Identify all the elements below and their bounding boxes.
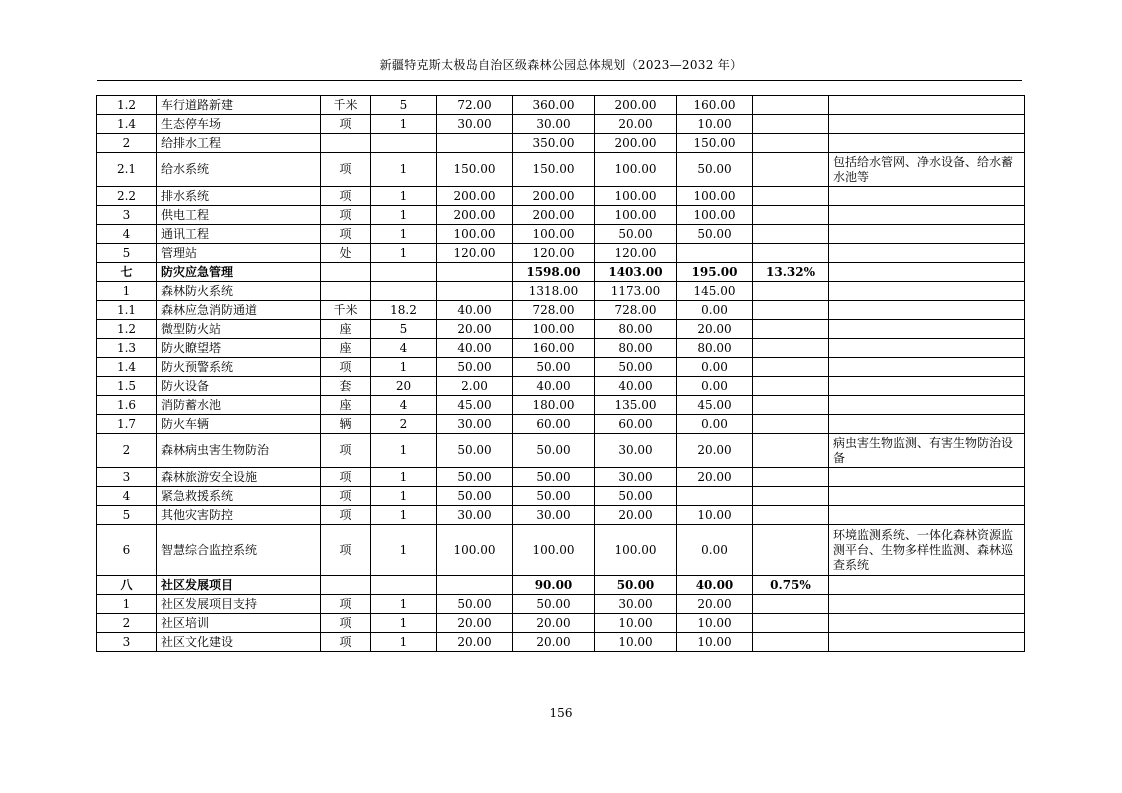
cell-near-term: 728.00: [595, 301, 677, 320]
cell-item-name: 紧急救援系统: [157, 487, 321, 506]
cell-percentage: [753, 301, 829, 320]
cell-total: 350.00: [513, 134, 595, 153]
table-row: [97, 614, 1025, 633]
cell-item-name: 微型防火站: [157, 320, 321, 339]
investment-table: [96, 95, 1025, 652]
cell-total: 100.00: [513, 525, 595, 576]
cell-near-term: 100.00: [595, 525, 677, 576]
cell-unit: 项: [321, 487, 371, 506]
cell-long-term: 80.00: [677, 339, 753, 358]
cell-percentage: [753, 339, 829, 358]
cell-item-name: 供电工程: [157, 206, 321, 225]
cell-unit-price: 50.00: [437, 358, 513, 377]
cell-number: 八: [97, 576, 157, 595]
cell-unit-price: [437, 263, 513, 282]
cell-unit: 项: [321, 206, 371, 225]
cell-near-term: 50.00: [595, 225, 677, 244]
cell-long-term: 50.00: [677, 225, 753, 244]
cell-percentage: [753, 187, 829, 206]
cell-remarks: 环境监测系统、一体化森林资源监测平台、生物多样性监测、森林巡查系统: [829, 525, 1025, 576]
cell-total: 1598.00: [513, 263, 595, 282]
cell-item-name: 社区发展项目: [157, 576, 321, 595]
cell-remarks: [829, 614, 1025, 633]
cell-long-term: 0.00: [677, 415, 753, 434]
cell-near-term: 40.00: [595, 377, 677, 396]
cell-percentage: [753, 134, 829, 153]
cell-total: 50.00: [513, 487, 595, 506]
cell-unit-price: 50.00: [437, 434, 513, 468]
cell-number: 1.3: [97, 339, 157, 358]
cell-quantity: 5: [371, 96, 437, 115]
cell-unit-price: 20.00: [437, 614, 513, 633]
cell-number: 1.2: [97, 96, 157, 115]
cell-long-term: 20.00: [677, 434, 753, 468]
cell-percentage: [753, 153, 829, 187]
cell-unit: 座: [321, 396, 371, 415]
cell-quantity: 1: [371, 358, 437, 377]
table-row: [97, 487, 1025, 506]
cell-number: 1.7: [97, 415, 157, 434]
cell-quantity: 1: [371, 487, 437, 506]
cell-near-term: 50.00: [595, 576, 677, 595]
cell-percentage: [753, 396, 829, 415]
cell-remarks: [829, 468, 1025, 487]
cell-long-term: 10.00: [677, 506, 753, 525]
cell-number: 5: [97, 244, 157, 263]
cell-unit: 座: [321, 320, 371, 339]
cell-unit-price: 30.00: [437, 506, 513, 525]
cell-total: 100.00: [513, 225, 595, 244]
cell-item-name: 车行道路新建: [157, 96, 321, 115]
cell-percentage: [753, 115, 829, 134]
cell-near-term: 120.00: [595, 244, 677, 263]
cell-unit: 千米: [321, 301, 371, 320]
cell-item-name: 消防蓄水池: [157, 396, 321, 415]
table-row: [97, 96, 1025, 115]
cell-percentage: [753, 506, 829, 525]
cell-unit: 项: [321, 153, 371, 187]
cell-quantity: 1: [371, 434, 437, 468]
table-row: [97, 206, 1025, 225]
cell-unit-price: 120.00: [437, 244, 513, 263]
table-row: [97, 358, 1025, 377]
cell-percentage: [753, 487, 829, 506]
cell-quantity: 1: [371, 633, 437, 652]
cell-percentage: [753, 244, 829, 263]
cell-unit-price: 50.00: [437, 487, 513, 506]
cell-remarks: [829, 320, 1025, 339]
cell-number: 3: [97, 633, 157, 652]
table-row: [97, 282, 1025, 301]
cell-unit-price: 20.00: [437, 633, 513, 652]
cell-percentage: [753, 96, 829, 115]
cell-remarks: [829, 487, 1025, 506]
table-row: [97, 434, 1025, 468]
cell-number: 1.5: [97, 377, 157, 396]
cell-number: 1.4: [97, 115, 157, 134]
cell-unit: 辆: [321, 415, 371, 434]
cell-remarks: [829, 301, 1025, 320]
cell-item-name: 社区发展项目支持: [157, 595, 321, 614]
cell-unit: 项: [321, 358, 371, 377]
cell-item-name: 管理站: [157, 244, 321, 263]
table-row: [97, 595, 1025, 614]
cell-remarks: [829, 415, 1025, 434]
cell-percentage: [753, 633, 829, 652]
cell-long-term: 10.00: [677, 115, 753, 134]
cell-total: 20.00: [513, 633, 595, 652]
table-row: [97, 339, 1025, 358]
cell-item-name: 社区培训: [157, 614, 321, 633]
cell-unit-price: 50.00: [437, 595, 513, 614]
cell-unit-price: 50.00: [437, 468, 513, 487]
cell-item-name: 给水系统: [157, 153, 321, 187]
cell-remarks: [829, 225, 1025, 244]
cell-near-term: 20.00: [595, 115, 677, 134]
cell-quantity: 4: [371, 339, 437, 358]
cell-item-name: 通讯工程: [157, 225, 321, 244]
cell-remarks: [829, 595, 1025, 614]
cell-total: 1318.00: [513, 282, 595, 301]
cell-unit: 座: [321, 339, 371, 358]
cell-quantity: 1: [371, 525, 437, 576]
cell-near-term: 200.00: [595, 96, 677, 115]
cell-item-name: 森林旅游安全设施: [157, 468, 321, 487]
cell-total: 728.00: [513, 301, 595, 320]
cell-long-term: 0.00: [677, 358, 753, 377]
cell-item-name: 给排水工程: [157, 134, 321, 153]
cell-unit-price: 30.00: [437, 415, 513, 434]
cell-total: 50.00: [513, 434, 595, 468]
cell-quantity: 1: [371, 225, 437, 244]
cell-number: 1: [97, 595, 157, 614]
table-row: [97, 525, 1025, 576]
cell-unit-price: 30.00: [437, 115, 513, 134]
cell-unit-price: 200.00: [437, 206, 513, 225]
cell-number: 七: [97, 263, 157, 282]
cell-unit-price: 100.00: [437, 225, 513, 244]
cell-near-term: 80.00: [595, 320, 677, 339]
cell-unit-price: 45.00: [437, 396, 513, 415]
cell-quantity: 1: [371, 244, 437, 263]
cell-percentage: [753, 614, 829, 633]
cell-percentage: [753, 377, 829, 396]
cell-total: 100.00: [513, 320, 595, 339]
cell-long-term: 45.00: [677, 396, 753, 415]
page-number: 156: [549, 706, 573, 720]
cell-percentage: [753, 282, 829, 301]
cell-long-term: 20.00: [677, 320, 753, 339]
cell-unit: 项: [321, 468, 371, 487]
cell-remarks: [829, 134, 1025, 153]
cell-remarks: [829, 115, 1025, 134]
cell-item-name: 森林应急消防通道: [157, 301, 321, 320]
cell-remarks: [829, 282, 1025, 301]
cell-unit: 项: [321, 525, 371, 576]
table-section-row: [97, 576, 1025, 595]
cell-remarks: 包括给水管网、净水设备、给水蓄水池等: [829, 153, 1025, 187]
cell-unit: 项: [321, 506, 371, 525]
table-body: [97, 96, 1025, 652]
cell-long-term: 10.00: [677, 614, 753, 633]
cell-total: 120.00: [513, 244, 595, 263]
cell-item-name: 社区文化建设: [157, 633, 321, 652]
cell-unit: 项: [321, 187, 371, 206]
cell-number: 6: [97, 525, 157, 576]
cell-remarks: [829, 576, 1025, 595]
cell-near-term: 50.00: [595, 358, 677, 377]
cell-long-term: 150.00: [677, 134, 753, 153]
cell-percentage: [753, 358, 829, 377]
cell-unit: [321, 282, 371, 301]
cell-percentage: [753, 206, 829, 225]
cell-near-term: 80.00: [595, 339, 677, 358]
cell-near-term: 10.00: [595, 614, 677, 633]
cell-unit: 处: [321, 244, 371, 263]
cell-unit: 项: [321, 633, 371, 652]
cell-total: 90.00: [513, 576, 595, 595]
cell-remarks: [829, 358, 1025, 377]
cell-near-term: 30.00: [595, 434, 677, 468]
cell-long-term: 0.00: [677, 377, 753, 396]
cell-unit-price: 20.00: [437, 320, 513, 339]
cell-long-term: 0.00: [677, 301, 753, 320]
cell-long-term: 160.00: [677, 96, 753, 115]
cell-quantity: 2: [371, 415, 437, 434]
cell-item-name: 防火预警系统: [157, 358, 321, 377]
table-row: [97, 225, 1025, 244]
cell-unit-price: 40.00: [437, 301, 513, 320]
cell-total: 180.00: [513, 396, 595, 415]
cell-near-term: 100.00: [595, 206, 677, 225]
cell-long-term: 20.00: [677, 468, 753, 487]
cell-near-term: 100.00: [595, 187, 677, 206]
cell-quantity: [371, 282, 437, 301]
cell-total: 60.00: [513, 415, 595, 434]
cell-item-name: 智慧综合监控系统: [157, 525, 321, 576]
cell-number: 3: [97, 468, 157, 487]
cell-remarks: [829, 187, 1025, 206]
cell-remarks: [829, 96, 1025, 115]
cell-near-term: 135.00: [595, 396, 677, 415]
cell-number: 1.6: [97, 396, 157, 415]
table-row: [97, 415, 1025, 434]
cell-unit-price: 40.00: [437, 339, 513, 358]
cell-number: 1: [97, 282, 157, 301]
cell-unit-price: [437, 134, 513, 153]
cell-number: 4: [97, 487, 157, 506]
cell-percentage: 0.75%: [753, 576, 829, 595]
document-header-title: 新疆特克斯太极岛自治区级森林公园总体规划（2023—2032 年）: [379, 58, 743, 72]
cell-number: 1.2: [97, 320, 157, 339]
cell-number: 1.1: [97, 301, 157, 320]
cell-percentage: [753, 415, 829, 434]
cell-quantity: 1: [371, 115, 437, 134]
cell-remarks: [829, 263, 1025, 282]
cell-number: 2: [97, 614, 157, 633]
cell-percentage: [753, 595, 829, 614]
cell-unit-price: 150.00: [437, 153, 513, 187]
cell-remarks: 病虫害生物监测、有害生物防治设备: [829, 434, 1025, 468]
cell-remarks: [829, 506, 1025, 525]
cell-quantity: 5: [371, 320, 437, 339]
cell-total: 30.00: [513, 506, 595, 525]
cell-number: 5: [97, 506, 157, 525]
cell-near-term: 1173.00: [595, 282, 677, 301]
cell-percentage: 13.32%: [753, 263, 829, 282]
cell-near-term: 10.00: [595, 633, 677, 652]
table-row: [97, 396, 1025, 415]
cell-item-name: 防火车辆: [157, 415, 321, 434]
cell-quantity: 1: [371, 153, 437, 187]
header-divider: [97, 80, 1022, 81]
cell-quantity: 1: [371, 468, 437, 487]
cell-number: 1.4: [97, 358, 157, 377]
cell-long-term: 100.00: [677, 206, 753, 225]
cell-long-term: [677, 487, 753, 506]
cell-unit: 千米: [321, 96, 371, 115]
cell-percentage: [753, 320, 829, 339]
cell-total: 160.00: [513, 339, 595, 358]
cell-long-term: 50.00: [677, 153, 753, 187]
cell-item-name: 防灾应急管理: [157, 263, 321, 282]
cell-item-name: 森林防火系统: [157, 282, 321, 301]
cell-remarks: [829, 206, 1025, 225]
cell-near-term: 50.00: [595, 487, 677, 506]
cell-number: 2.1: [97, 153, 157, 187]
cell-quantity: 18.2: [371, 301, 437, 320]
cell-unit: [321, 263, 371, 282]
cell-quantity: 1: [371, 206, 437, 225]
cell-total: 200.00: [513, 206, 595, 225]
cell-quantity: [371, 263, 437, 282]
cell-unit: 项: [321, 434, 371, 468]
cell-remarks: [829, 244, 1025, 263]
cell-near-term: 60.00: [595, 415, 677, 434]
cell-total: 150.00: [513, 153, 595, 187]
cell-item-name: 生态停车场: [157, 115, 321, 134]
cell-near-term: 30.00: [595, 468, 677, 487]
cell-number: 2.2: [97, 187, 157, 206]
cell-item-name: 防火瞭望塔: [157, 339, 321, 358]
cell-unit: 项: [321, 115, 371, 134]
cell-number: 3: [97, 206, 157, 225]
cell-unit: 项: [321, 595, 371, 614]
cell-unit: [321, 576, 371, 595]
cell-item-name: 其他灾害防控: [157, 506, 321, 525]
cell-item-name: 森林病虫害生物防治: [157, 434, 321, 468]
cell-quantity: 1: [371, 506, 437, 525]
cell-unit-price: 2.00: [437, 377, 513, 396]
cell-quantity: 20: [371, 377, 437, 396]
cell-long-term: 0.00: [677, 525, 753, 576]
cell-long-term: 20.00: [677, 595, 753, 614]
cell-long-term: 195.00: [677, 263, 753, 282]
cell-long-term: 40.00: [677, 576, 753, 595]
table-row: [97, 468, 1025, 487]
cell-near-term: 1403.00: [595, 263, 677, 282]
table-row: [97, 320, 1025, 339]
cell-percentage: [753, 225, 829, 244]
cell-total: 30.00: [513, 115, 595, 134]
cell-long-term: 100.00: [677, 187, 753, 206]
cell-number: 2: [97, 134, 157, 153]
cell-remarks: [829, 377, 1025, 396]
cell-total: 200.00: [513, 187, 595, 206]
table-row: [97, 377, 1025, 396]
cell-unit: 项: [321, 614, 371, 633]
cell-remarks: [829, 339, 1025, 358]
cell-unit: [321, 134, 371, 153]
cell-remarks: [829, 396, 1025, 415]
cell-quantity: 1: [371, 595, 437, 614]
cell-total: 50.00: [513, 595, 595, 614]
cell-total: 40.00: [513, 377, 595, 396]
cell-near-term: 100.00: [595, 153, 677, 187]
table-row: [97, 633, 1025, 652]
cell-percentage: [753, 468, 829, 487]
cell-total: 20.00: [513, 614, 595, 633]
table-row: [97, 134, 1025, 153]
cell-item-name: 防火设备: [157, 377, 321, 396]
table-row: [97, 506, 1025, 525]
cell-long-term: [677, 244, 753, 263]
table-row: [97, 301, 1025, 320]
cell-near-term: 200.00: [595, 134, 677, 153]
cell-item-name: 排水系统: [157, 187, 321, 206]
table-row: [97, 244, 1025, 263]
cell-remarks: [829, 633, 1025, 652]
cell-total: 50.00: [513, 358, 595, 377]
cell-near-term: 20.00: [595, 506, 677, 525]
cell-unit-price: [437, 282, 513, 301]
cell-unit-price: 72.00: [437, 96, 513, 115]
cell-quantity: [371, 576, 437, 595]
cell-unit: 项: [321, 225, 371, 244]
table-row: [97, 153, 1025, 187]
cell-unit-price: [437, 576, 513, 595]
cell-number: 2: [97, 434, 157, 468]
cell-unit-price: 100.00: [437, 525, 513, 576]
cell-long-term: 145.00: [677, 282, 753, 301]
cell-quantity: 4: [371, 396, 437, 415]
table-section-row: [97, 263, 1025, 282]
cell-total: 360.00: [513, 96, 595, 115]
cell-unit-price: 200.00: [437, 187, 513, 206]
cell-percentage: [753, 525, 829, 576]
cell-unit: 套: [321, 377, 371, 396]
table-row: [97, 187, 1025, 206]
cell-long-term: 10.00: [677, 633, 753, 652]
cell-percentage: [753, 434, 829, 468]
cell-quantity: 1: [371, 614, 437, 633]
cell-quantity: [371, 134, 437, 153]
cell-total: 50.00: [513, 468, 595, 487]
cell-quantity: 1: [371, 187, 437, 206]
cell-number: 4: [97, 225, 157, 244]
cell-near-term: 30.00: [595, 595, 677, 614]
table-row: [97, 115, 1025, 134]
